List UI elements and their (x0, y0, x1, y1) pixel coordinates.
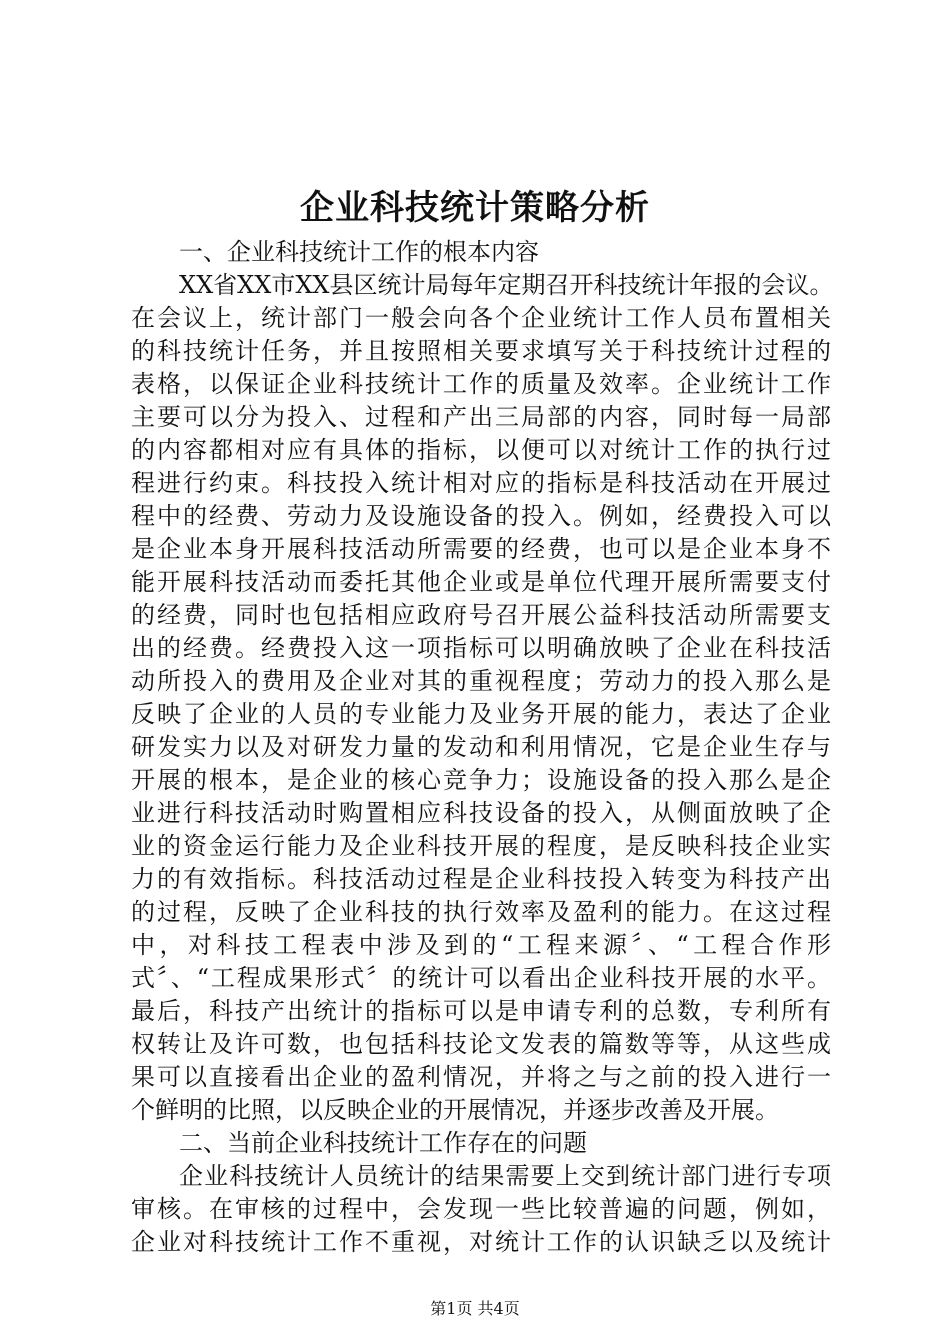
text-line: 程中的经费、劳动力及设施设备的投入。例如，经费投入可以 (131, 502, 831, 530)
text-line: 是企业本身开展科技活动所需要的经费，也可以是企业本身不 (131, 535, 831, 563)
text-line: 中，对科技工程表中涉及到的“工程来源〞、“工程合作形 (131, 931, 831, 959)
text-line: 的经费，同时也包括相应政府号召开展公益科技活动所需要支 (131, 601, 831, 629)
text-line: 出的经费。经费投入这一项指标可以明确放映了企业在科技活 (131, 634, 831, 662)
text-line: 主要可以分为投入、过程和产出三局部的内容，同时每一局部 (131, 403, 831, 431)
text-line: 的过程，反映了企业科技的执行效率及盈利的能力。在这过程 (131, 898, 831, 926)
text-line: 果可以直接看出企业的盈利情况，并将之与之前的投入进行一 (131, 1063, 831, 1091)
text-line: 能开展科技活动而委托其他企业或是单位代理开展所需要支付 (131, 568, 831, 596)
text-line: 权转让及许可数，也包括科技论文发表的篇数等等，从这些成 (131, 1030, 831, 1058)
text-line: 企业科技统计人员统计的结果需要上交到统计部门进行专项 (179, 1162, 831, 1190)
section-heading-1: 一、企业科技统计工作的根本内容 (179, 238, 539, 266)
text-line: 表格，以保证企业科技统计工作的质量及效率。企业统计工作 (131, 370, 831, 398)
text-line: 的内容都相对应有具体的指标，以便可以对统计工作的执行过 (131, 436, 831, 464)
text-line: 反映了企业的人员的专业能力及业务开展的能力，表达了企业 (131, 700, 831, 728)
text-line: 程进行约束。科技投入统计相对应的指标是科技活动在开展过 (131, 469, 831, 497)
section-heading-2: 二、当前企业科技统计工作存在的问题 (179, 1129, 587, 1157)
text-line: 企业对科技统计工作不重视，对统计工作的认识缺乏以及统计 (131, 1228, 831, 1256)
text-line: 最后，科技产出统计的指标可以是申请专利的总数，专利所有 (131, 997, 831, 1025)
text-line: XX省XX市XX县区统计局每年定期召开科技统计年报的会议。 (179, 271, 834, 299)
text-line: 业的资金运行能力及企业科技开展的程度，是反映科技企业实 (131, 832, 831, 860)
text-line: 力的有效指标。科技活动过程是企业科技投入转变为科技产出 (131, 865, 831, 893)
text-line: 开展的根本，是企业的核心竞争力；设施设备的投入那么是企 (131, 766, 831, 794)
document-title: 企业科技统计策略分析 (300, 188, 650, 228)
text-line: 式〞、“工程成果形式〞的统计可以看出企业科技开展的水平。 (131, 964, 831, 992)
text-line: 在会议上，统计部门一般会向各个企业统计工作人员布置相关 (131, 304, 831, 332)
text-line: 业进行科技活动时购置相应科技设备的投入，从侧面放映了企 (131, 799, 831, 827)
text-line: 动所投入的费用及企业对其的重视程度；劳动力的投入那么是 (131, 667, 831, 695)
text-line: 研发实力以及对研发力量的发动和利用情况，它是企业生存与 (131, 733, 831, 761)
text-line: 审核。在审核的过程中，会发现一些比较普遍的问题，例如， (131, 1195, 831, 1223)
text-line: 个鲜明的比照，以反映企业的开展情况，并逐步改善及开展。 (131, 1096, 779, 1124)
text-line: 的科技统计任务，并且按照相关要求填写关于科技统计过程的 (131, 337, 831, 365)
page-footer: 第1页 共4页 (430, 1299, 520, 1318)
